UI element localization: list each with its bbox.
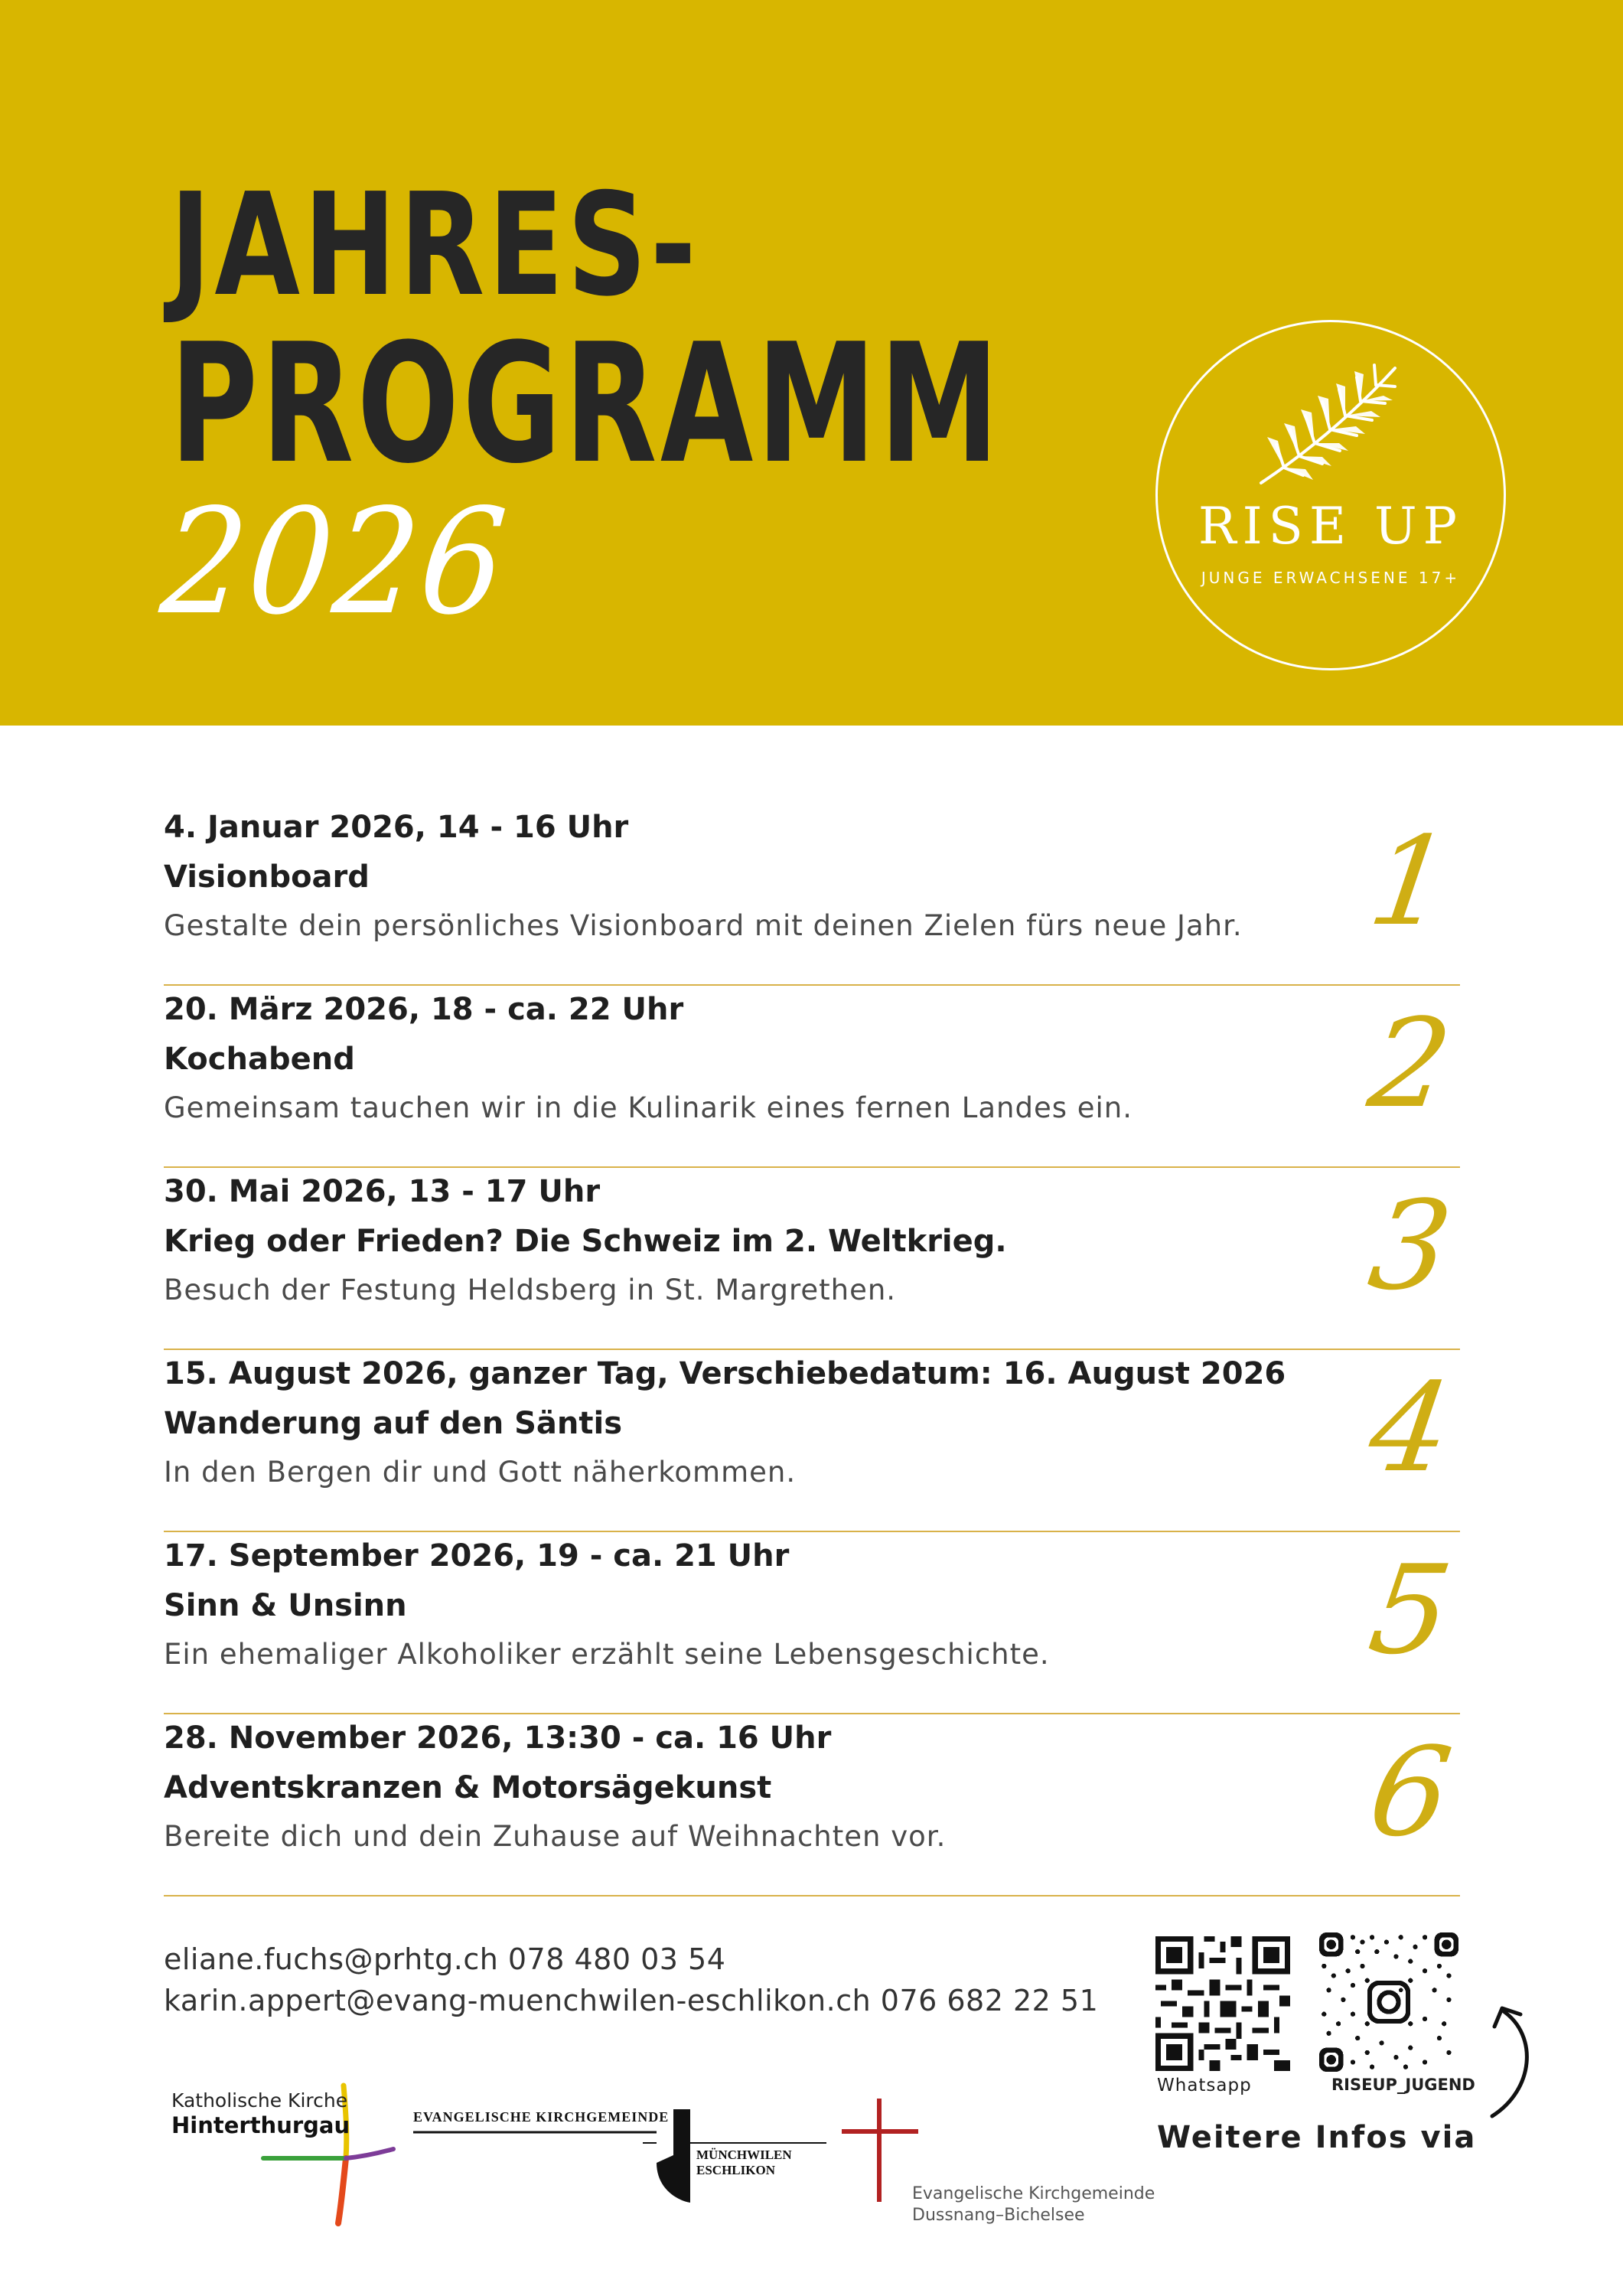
event-number: 4	[1361, 1356, 1460, 1499]
event-number: 1	[1361, 810, 1460, 953]
event-date: 4. Januar 2026, 14 - 16 Uhr	[164, 810, 629, 845]
event-title: Sinn & Unsinn	[164, 1588, 407, 1623]
event-item	[164, 1532, 1460, 1714]
header-banner	[0, 0, 1623, 726]
katholische-kirche-logo	[164, 2082, 409, 2227]
event-title: Kochabend	[164, 1042, 355, 1077]
logo-name: RISE UP	[1198, 497, 1464, 556]
event-date: 30. Mai 2026, 13 - 17 Uhr	[164, 1174, 601, 1209]
event-description: Gemeinsam tauchen wir in die Kulinarik eines fernen Landes ein.	[164, 1091, 1133, 1124]
event-title: Adventskranzen & Motorsägekunst	[164, 1770, 772, 1805]
evang-dussnang-logo	[842, 2099, 1163, 2244]
event-item	[164, 1168, 1460, 1350]
event-title: Wanderung auf den Säntis	[164, 1406, 623, 1441]
instagram-qr-code[interactable]	[1319, 1932, 1458, 2072]
event-date: 17. September 2026, 19 - ca. 21 Uhr	[164, 1538, 790, 1574]
event-date: 15. August 2026, ganzer Tag, Verschiebedatum: 16. August 2026	[164, 1356, 1286, 1391]
title-line-1: JAHRES-	[170, 162, 700, 328]
event-number: 3	[1361, 1174, 1460, 1317]
event-date: 20. März 2026, 18 - ca. 22 Uhr	[164, 992, 684, 1027]
more-info-text: Weitere Infos via	[1157, 2120, 1477, 2155]
event-item	[164, 1350, 1460, 1532]
event-title: Krieg oder Frieden? Die Schweiz im 2. Weltkrieg.	[164, 1224, 1007, 1259]
evd-line-1: Evangelische Kirchgemeinde	[912, 2184, 1155, 2203]
event-date: 28. November 2026, 13:30 - ca. 16 Uhr	[164, 1720, 832, 1756]
whatsapp-label: Whatsapp	[1157, 2076, 1252, 2095]
event-item	[164, 1714, 1460, 1896]
event-item	[164, 804, 1460, 986]
event-number: 6	[1361, 1720, 1460, 1864]
whatsapp-qr-code[interactable]	[1155, 1936, 1290, 2071]
evd-line-2: Dussnang–Bichelsee	[912, 2206, 1085, 2225]
rise-up-logo	[1155, 320, 1506, 670]
event-item	[164, 986, 1460, 1168]
event-number: 2	[1361, 992, 1460, 1135]
instagram-label: RISEUP_JUGEND	[1331, 2076, 1475, 2094]
event-description: Gestalte dein persönliches Visionboard mit deinen Zielen fürs neue Jahr.	[164, 909, 1243, 942]
evang-muenchwilen-logo	[413, 2109, 826, 2209]
event-title: Visionboard	[164, 859, 370, 895]
event-number: 5	[1361, 1538, 1460, 1681]
event-description: Bereite dich und dein Zuhause auf Weihnachten vor.	[164, 1820, 947, 1853]
katholisch-line-1: Katholische Kirche	[171, 2089, 348, 2112]
evm-top-text: EVANGELISCHE KIRCHGEMEINDE	[413, 2109, 670, 2125]
title-line-2: PROGRAMM	[170, 308, 1002, 500]
event-description: In den Bergen dir und Gott näherkommen.	[164, 1456, 797, 1489]
event-description: Ein ehemaliger Alkoholiker erzählt seine Lebensgeschichte.	[164, 1638, 1050, 1671]
event-description: Besuch der Festung Heldsberg in St. Margrethen.	[164, 1274, 897, 1306]
evm-muenchwilen: MÜNCHWILEN	[696, 2148, 792, 2162]
curved-arrow-icon	[1473, 1990, 1542, 2120]
event-list	[164, 804, 1460, 1896]
katholisch-line-2: Hinterthurgau	[171, 2112, 350, 2138]
contact-karin[interactable]: karin.appert@evang-muenchwilen-eschlikon.ch 076 682 22 51	[164, 1984, 1099, 2017]
evm-eschlikon: ESCHLIKON	[696, 2163, 775, 2177]
contact-eliane[interactable]: eliane.fuchs@prhtg.ch 078 480 03 54	[164, 1942, 726, 1976]
palm-leaf-icon	[1230, 353, 1429, 506]
year-script: 2026	[155, 478, 516, 647]
logo-subtitle: JUNGE ERWACHSENE 17+	[1201, 569, 1461, 587]
